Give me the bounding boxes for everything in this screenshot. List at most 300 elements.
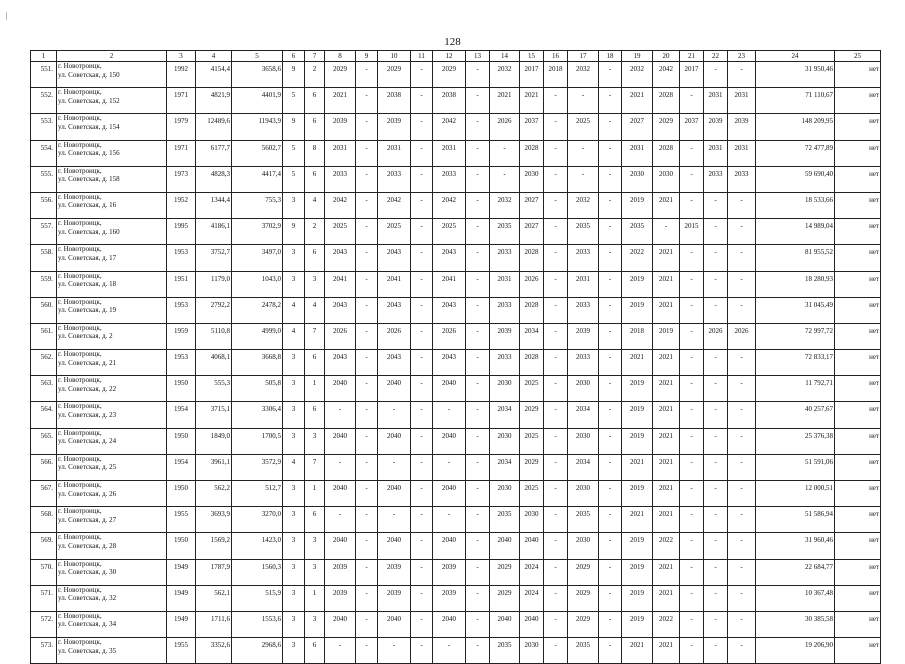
- cell-c7: 1: [305, 376, 325, 402]
- cell-c25: нет: [835, 376, 881, 402]
- cell-c9: -: [356, 402, 378, 428]
- cell-c3: 1954: [167, 454, 196, 480]
- cell-c4: 12489,6: [196, 114, 232, 140]
- address-city: г. Новотроицк,: [58, 611, 102, 620]
- cell-c10: 2042: [378, 192, 411, 218]
- column-number-header: 10: [378, 51, 411, 62]
- cell-c6: 3: [283, 481, 305, 507]
- cell-c11: -: [411, 245, 433, 271]
- cell-c8: 2043: [325, 245, 356, 271]
- cell-c15: 2017: [520, 62, 544, 88]
- cell-c19: 2019: [622, 297, 653, 323]
- cell-c7: 6: [305, 114, 325, 140]
- cell-c22: -: [704, 376, 728, 402]
- cell-c23: -: [728, 638, 756, 664]
- cell-c12: -: [433, 638, 466, 664]
- row-index-cell: 554.: [31, 140, 57, 166]
- address-cell: [57, 192, 167, 218]
- address-street: ул. Советская, д. 152: [58, 96, 120, 105]
- cell-c8: -: [325, 507, 356, 533]
- cell-c12: 2040: [433, 376, 466, 402]
- cell-c17: 2032: [568, 62, 599, 88]
- cell-c24: 51 586,94: [756, 507, 835, 533]
- cell-c9: -: [356, 454, 378, 480]
- cell-c9: -: [356, 559, 378, 585]
- cell-c21: -: [680, 350, 704, 376]
- cell-c20: 2021: [653, 559, 680, 585]
- cell-c12: 2040: [433, 533, 466, 559]
- cell-c16: -: [544, 114, 568, 140]
- table-row: [31, 533, 881, 559]
- cell-c21: 2037: [680, 114, 704, 140]
- cell-c4: 4828,3: [196, 166, 232, 192]
- cell-c12: 2026: [433, 323, 466, 349]
- cell-c8: 2040: [325, 376, 356, 402]
- cell-c8: 2029: [325, 62, 356, 88]
- cell-c5: 11943,9: [232, 114, 283, 140]
- row-index-cell: 570.: [31, 559, 57, 585]
- cell-c21: -: [680, 507, 704, 533]
- cell-c7: 3: [305, 611, 325, 637]
- table-row: [31, 638, 881, 664]
- cell-c16: -: [544, 271, 568, 297]
- cell-c18: -: [599, 192, 622, 218]
- cell-c24: 31 045,49: [756, 297, 835, 323]
- column-number-row: [31, 51, 881, 62]
- cell-c9: -: [356, 219, 378, 245]
- column-number-header: 22: [704, 51, 728, 62]
- column-number-header: 21: [680, 51, 704, 62]
- cell-c3: 1973: [167, 166, 196, 192]
- cell-c13: -: [466, 245, 490, 271]
- cell-c21: -: [680, 245, 704, 271]
- cell-c15: 2024: [520, 559, 544, 585]
- cell-c14: 2030: [490, 481, 520, 507]
- cell-c10: 2043: [378, 350, 411, 376]
- cell-c13: -: [466, 481, 490, 507]
- cell-c23: -: [728, 350, 756, 376]
- cell-c23: 2031: [728, 88, 756, 114]
- cell-c13: -: [466, 507, 490, 533]
- cell-c24: 72 477,89: [756, 140, 835, 166]
- cell-c8: 2041: [325, 271, 356, 297]
- address-street: ул. Советская, д. 26: [58, 489, 117, 498]
- cell-c5: 505,8: [232, 376, 283, 402]
- cell-c4: 1344,4: [196, 192, 232, 218]
- cell-c19: 2035: [622, 219, 653, 245]
- address-street: ул. Советская, д. 34: [58, 620, 117, 629]
- cell-c11: -: [411, 350, 433, 376]
- cell-c13: -: [466, 166, 490, 192]
- cell-c11: -: [411, 192, 433, 218]
- cell-c9: -: [356, 140, 378, 166]
- cell-c4: 3752,7: [196, 245, 232, 271]
- address-street: ул. Советская, д. 21: [58, 358, 117, 367]
- address-street: ул. Советская, д. 16: [58, 201, 117, 210]
- address-cell: [57, 507, 167, 533]
- page-number: 128: [444, 36, 461, 48]
- address-cell: [57, 533, 167, 559]
- cell-c15: 2025: [520, 428, 544, 454]
- address-cell: [57, 114, 167, 140]
- cell-c18: -: [599, 323, 622, 349]
- cell-c17: 2033: [568, 297, 599, 323]
- cell-c10: 2040: [378, 428, 411, 454]
- cell-c21: -: [680, 454, 704, 480]
- cell-c16: -: [544, 297, 568, 323]
- cell-c23: 2026: [728, 323, 756, 349]
- cell-c6: 3: [283, 271, 305, 297]
- cell-c22: -: [704, 219, 728, 245]
- cell-c13: -: [466, 62, 490, 88]
- cell-c22: 2039: [704, 114, 728, 140]
- address-city: г. Новотроицк,: [58, 245, 102, 254]
- address-street: ул. Советская, д. 150: [58, 70, 120, 79]
- address-street: ул. Советская, д. 22: [58, 384, 117, 393]
- cell-c23: 2031: [728, 140, 756, 166]
- cell-c14: 2040: [490, 611, 520, 637]
- cell-c10: 2039: [378, 585, 411, 611]
- cell-c17: -: [568, 88, 599, 114]
- table-row: [31, 428, 881, 454]
- cell-c23: -: [728, 533, 756, 559]
- row-index-cell: 573.: [31, 638, 57, 664]
- table-row: [31, 454, 881, 480]
- cell-c18: -: [599, 297, 622, 323]
- cell-c4: 3693,9: [196, 507, 232, 533]
- cell-c7: 3: [305, 533, 325, 559]
- cell-c8: 2039: [325, 559, 356, 585]
- column-number-header: 2: [57, 51, 167, 62]
- cell-c24: 31 950,46: [756, 62, 835, 88]
- cell-c7: 6: [305, 88, 325, 114]
- cell-c23: 2033: [728, 166, 756, 192]
- cell-c8: 2021: [325, 88, 356, 114]
- cell-c24: 72 997,72: [756, 323, 835, 349]
- cell-c23: -: [728, 402, 756, 428]
- cell-c8: 2043: [325, 350, 356, 376]
- cell-c11: -: [411, 219, 433, 245]
- cell-c21: -: [680, 166, 704, 192]
- cell-c7: 4: [305, 297, 325, 323]
- cell-c12: 2043: [433, 245, 466, 271]
- cell-c19: 2019: [622, 585, 653, 611]
- cell-c7: 2: [305, 219, 325, 245]
- cell-c14: 2034: [490, 402, 520, 428]
- address-city: г. Новотроицк,: [58, 114, 102, 123]
- cell-c14: 2030: [490, 376, 520, 402]
- cell-c20: 2021: [653, 376, 680, 402]
- table-row: [31, 585, 881, 611]
- table-row: [31, 559, 881, 585]
- address-cell: [57, 428, 167, 454]
- cell-c8: -: [325, 638, 356, 664]
- cell-c15: 2028: [520, 140, 544, 166]
- cell-c5: 1560,3: [232, 559, 283, 585]
- address-cell: [57, 481, 167, 507]
- cell-c10: 2029: [378, 62, 411, 88]
- cell-c15: 2030: [520, 507, 544, 533]
- cell-c5: 3658,6: [232, 62, 283, 88]
- cell-c14: 2040: [490, 533, 520, 559]
- cell-c19: 2019: [622, 271, 653, 297]
- address-city: г. Новотроицк,: [58, 454, 102, 463]
- cell-c13: -: [466, 533, 490, 559]
- cell-c10: -: [378, 507, 411, 533]
- cell-c16: -: [544, 88, 568, 114]
- cell-c5: 3702,9: [232, 219, 283, 245]
- cell-c24: 31 960,46: [756, 533, 835, 559]
- cell-c18: -: [599, 140, 622, 166]
- cell-c6: 3: [283, 402, 305, 428]
- cell-c19: 2019: [622, 428, 653, 454]
- cell-c3: 1949: [167, 559, 196, 585]
- row-index-cell: 552.: [31, 88, 57, 114]
- cell-c21: -: [680, 481, 704, 507]
- address-city: г. Новотроицк,: [58, 88, 102, 97]
- cell-c13: -: [466, 454, 490, 480]
- cell-c6: 3: [283, 192, 305, 218]
- cell-c23: -: [728, 245, 756, 271]
- column-number-header: 11: [411, 51, 433, 62]
- cell-c22: -: [704, 192, 728, 218]
- cell-c9: -: [356, 271, 378, 297]
- cell-c22: 2031: [704, 88, 728, 114]
- cell-c9: -: [356, 114, 378, 140]
- row-index-cell: 562.: [31, 350, 57, 376]
- column-number-header: 1: [31, 51, 57, 62]
- address-street: ул. Советская, д. 19: [58, 306, 117, 315]
- cell-c10: 2040: [378, 611, 411, 637]
- cell-c5: 3497,0: [232, 245, 283, 271]
- row-index-cell: 560.: [31, 297, 57, 323]
- cell-c19: 2031: [622, 140, 653, 166]
- cell-c22: -: [704, 638, 728, 664]
- cell-c17: 2032: [568, 192, 599, 218]
- column-number-header: 9: [356, 51, 378, 62]
- cell-c10: -: [378, 638, 411, 664]
- cell-c17: 2035: [568, 507, 599, 533]
- cell-c18: -: [599, 533, 622, 559]
- cell-c18: -: [599, 481, 622, 507]
- cell-c18: -: [599, 271, 622, 297]
- cell-c6: 3: [283, 585, 305, 611]
- cell-c12: 2041: [433, 271, 466, 297]
- cell-c21: -: [680, 271, 704, 297]
- cell-c9: -: [356, 62, 378, 88]
- cell-c16: 2018: [544, 62, 568, 88]
- cell-c13: -: [466, 323, 490, 349]
- column-number-header: 25: [835, 51, 881, 62]
- address-cell: [57, 245, 167, 271]
- cell-c14: 2021: [490, 88, 520, 114]
- cell-c6: 3: [283, 638, 305, 664]
- cell-c4: 4068,1: [196, 350, 232, 376]
- address-cell: [57, 585, 167, 611]
- cell-c4: 3961,1: [196, 454, 232, 480]
- cell-c14: 2035: [490, 507, 520, 533]
- cell-c17: -: [568, 140, 599, 166]
- address-city: г. Новотроицк,: [58, 402, 102, 411]
- cell-c10: -: [378, 402, 411, 428]
- cell-c7: 1: [305, 481, 325, 507]
- cell-c4: 1787,9: [196, 559, 232, 585]
- table-row: [31, 166, 881, 192]
- cell-c8: 2039: [325, 585, 356, 611]
- row-index-cell: 559.: [31, 271, 57, 297]
- address-city: г. Новотроицк,: [58, 140, 102, 149]
- cell-c5: 2478,2: [232, 297, 283, 323]
- cell-c3: 1950: [167, 481, 196, 507]
- cell-c15: 2040: [520, 611, 544, 637]
- cell-c12: 2033: [433, 166, 466, 192]
- cell-c3: 1953: [167, 245, 196, 271]
- cell-c7: 3: [305, 271, 325, 297]
- table-row: [31, 323, 881, 349]
- table-row: [31, 114, 881, 140]
- cell-c18: -: [599, 219, 622, 245]
- address-cell: [57, 88, 167, 114]
- cell-c4: 1849,0: [196, 428, 232, 454]
- cell-c11: -: [411, 88, 433, 114]
- cell-c23: -: [728, 507, 756, 533]
- cell-c12: 2025: [433, 219, 466, 245]
- address-street: ул. Советская, д. 23: [58, 410, 117, 419]
- cell-c4: 3715,1: [196, 402, 232, 428]
- cell-c18: -: [599, 559, 622, 585]
- cell-c21: -: [680, 140, 704, 166]
- row-index-cell: 563.: [31, 376, 57, 402]
- cell-c8: 2039: [325, 114, 356, 140]
- cell-c16: -: [544, 454, 568, 480]
- cell-c21: -: [680, 376, 704, 402]
- address-street: ул. Советская, д. 154: [58, 122, 120, 131]
- cell-c6: 3: [283, 559, 305, 585]
- cell-c14: 2033: [490, 245, 520, 271]
- cell-c3: 1955: [167, 638, 196, 664]
- cell-c11: -: [411, 62, 433, 88]
- cell-c24: 72 833,17: [756, 350, 835, 376]
- cell-c21: -: [680, 611, 704, 637]
- cell-c20: 2042: [653, 62, 680, 88]
- cell-c7: 3: [305, 428, 325, 454]
- address-cell: [57, 402, 167, 428]
- cell-c21: 2015: [680, 219, 704, 245]
- cell-c20: 2021: [653, 454, 680, 480]
- cell-c25: нет: [835, 245, 881, 271]
- cell-c14: 2030: [490, 428, 520, 454]
- cell-c18: -: [599, 376, 622, 402]
- cell-c15: 2029: [520, 402, 544, 428]
- cell-c6: 3: [283, 533, 305, 559]
- row-index-cell: 571.: [31, 585, 57, 611]
- cell-c25: нет: [835, 114, 881, 140]
- cell-c21: -: [680, 533, 704, 559]
- cell-c18: -: [599, 350, 622, 376]
- cell-c3: 1950: [167, 428, 196, 454]
- cell-c25: нет: [835, 166, 881, 192]
- cell-c24: 148 209,95: [756, 114, 835, 140]
- cell-c7: 1: [305, 585, 325, 611]
- cell-c20: 2021: [653, 350, 680, 376]
- cell-c5: 4417,4: [232, 166, 283, 192]
- cell-c4: 5110,8: [196, 323, 232, 349]
- cell-c19: 2018: [622, 323, 653, 349]
- cell-c7: 7: [305, 323, 325, 349]
- cell-c25: нет: [835, 454, 881, 480]
- cell-c7: 8: [305, 140, 325, 166]
- table-row: [31, 481, 881, 507]
- cell-c4: 6177,7: [196, 140, 232, 166]
- cell-c17: 2030: [568, 481, 599, 507]
- cell-c14: -: [490, 166, 520, 192]
- cell-c9: -: [356, 638, 378, 664]
- cell-c21: -: [680, 88, 704, 114]
- cell-c20: 2028: [653, 88, 680, 114]
- address-street: ул. Советская, д. 18: [58, 280, 117, 288]
- address-city: г. Новотроицк,: [58, 192, 102, 201]
- cell-c11: -: [411, 114, 433, 140]
- cell-c15: 2037: [520, 114, 544, 140]
- row-index-cell: 561.: [31, 323, 57, 349]
- cell-c5: 5602,7: [232, 140, 283, 166]
- row-index-cell: 555.: [31, 166, 57, 192]
- address-city: г. Новотроицк,: [58, 376, 102, 385]
- row-index-cell: 568.: [31, 507, 57, 533]
- address-city: г. Новотроицк,: [58, 271, 102, 280]
- address-city: г. Новотроицк,: [58, 481, 102, 489]
- cell-c8: 2040: [325, 428, 356, 454]
- cell-c8: -: [325, 402, 356, 428]
- address-street: ул. Советская, д. 2: [58, 332, 113, 341]
- cell-c20: 2022: [653, 533, 680, 559]
- cell-c9: -: [356, 428, 378, 454]
- cell-c4: 555,3: [196, 376, 232, 402]
- cell-c12: 2043: [433, 350, 466, 376]
- cell-c15: 2029: [520, 454, 544, 480]
- housing-registry-table: [30, 50, 881, 664]
- cell-c23: -: [728, 62, 756, 88]
- cell-c4: 1569,2: [196, 533, 232, 559]
- cell-c20: 2022: [653, 611, 680, 637]
- cell-c13: -: [466, 402, 490, 428]
- cell-c17: 2033: [568, 350, 599, 376]
- address-street: ул. Советская, д. 30: [58, 568, 117, 577]
- cell-c14: 2035: [490, 638, 520, 664]
- cell-c11: -: [411, 166, 433, 192]
- cell-c12: 2042: [433, 192, 466, 218]
- cell-c3: 1971: [167, 140, 196, 166]
- cell-c11: -: [411, 376, 433, 402]
- cell-c22: -: [704, 611, 728, 637]
- cell-c13: -: [466, 192, 490, 218]
- cell-c25: нет: [835, 638, 881, 664]
- cell-c4: 562,2: [196, 481, 232, 507]
- cell-c20: 2021: [653, 481, 680, 507]
- address-cell: [57, 219, 167, 245]
- cell-c15: 2040: [520, 533, 544, 559]
- cell-c14: 2029: [490, 559, 520, 585]
- cell-c8: 2026: [325, 323, 356, 349]
- cell-c11: -: [411, 402, 433, 428]
- cell-c16: -: [544, 507, 568, 533]
- table-row: [31, 376, 881, 402]
- column-number-header: 23: [728, 51, 756, 62]
- cell-c25: нет: [835, 585, 881, 611]
- cell-c17: -: [568, 166, 599, 192]
- cell-c3: 1992: [167, 62, 196, 88]
- address-city: г. Новотроицк,: [58, 62, 102, 70]
